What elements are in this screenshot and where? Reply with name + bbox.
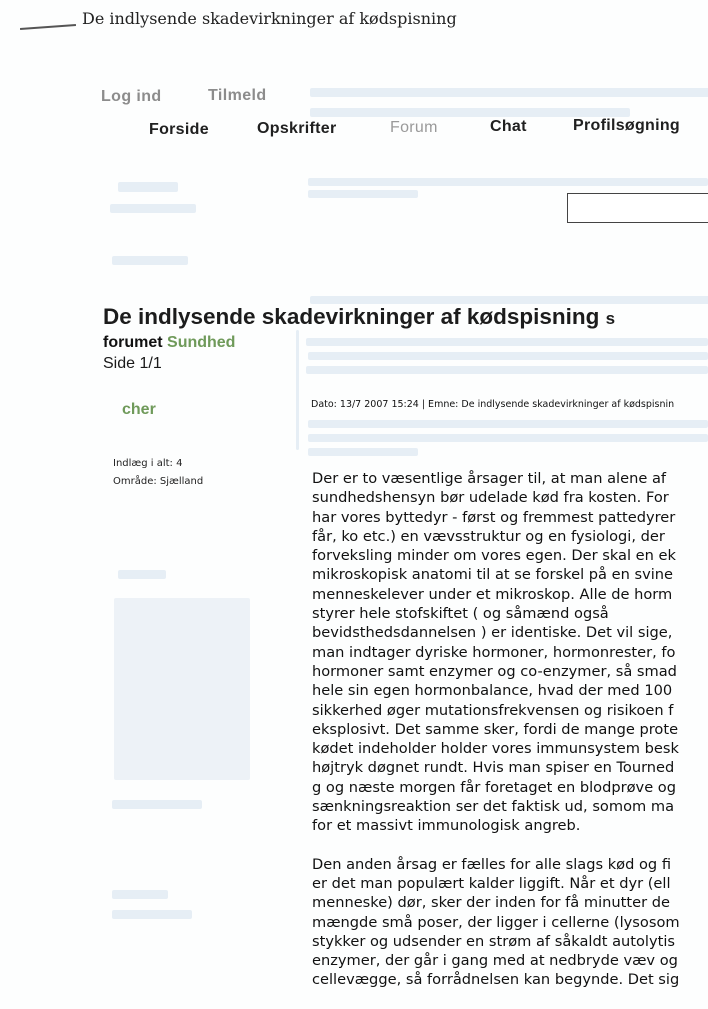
bleed-through-mark: [296, 330, 299, 450]
thread-title-text: De indlysende skadevirkninger af kødspisning: [103, 304, 600, 329]
bleed-through-mark: [118, 182, 178, 192]
bleed-through-mark: [308, 420, 708, 428]
bleed-through-mark: [118, 570, 166, 579]
thread-title-overflow: s: [605, 309, 616, 328]
post-paragraph: Der er to væsentlige årsager til, at man alene af sundhedshensyn bør udelade kød fra kosten. For har vores byttedyr - først og fremmest pattedyrer får, ko etc.) en vævsstruktur og en fysiologi, der forveksling minder om vores egen. Der skal en ek mikroskopisk anatomi til at se forskel på en svine menneskelever under et mikroskop. Alle de horm styrer hele stofskiftet ( og såmænd også bevidsthedsdannelsen ) er identiske. Det vil sige, man indtager dyriske hormoner, hormonrester, fo hormoner samt enzymer og co-enzymer, så smad hele sin egen hormonbalance, hvad der med 100 sikkerhed øger mutationsfrekvensen og risikoen f eksplosivt. Det samme sker, fordi de mange prote kødet indeholder holder vores immunsystem besk højtryk døgnet rundt. Hvis man spiser en Tourned g og næste morgen får foretaget en blodprøve og sænkningsreaktion ser det faktisk ud, somom ma for et massivt immunologisk angreb.: [312, 470, 679, 835]
bleed-through-mark: [306, 338, 708, 346]
author-post-count: Indlæg i alt: 4: [113, 458, 183, 469]
page-indicator: Side 1/1: [103, 355, 162, 372]
forum-prefix: forumet: [103, 334, 163, 351]
author-region: Område: Sjælland: [113, 476, 204, 487]
page-header-title: De indlysende skadevirkninger af kødspisning: [82, 9, 457, 28]
author-name[interactable]: cher: [122, 401, 156, 418]
bleed-through-mark: [114, 598, 250, 780]
login-link[interactable]: Log ind: [101, 88, 162, 105]
bleed-through-mark: [308, 178, 708, 186]
post-paragraph: Den anden årsag er fælles for alle slags kød og fi er det man populært kalder liggift. Når et dyr (ell menneske) dør, sker der inden for få minutter de mængde små poser, der ligger i cellerne (lysosom stykker og udsender en strøm af såkaldt autolytis enzymer, der går i gang med at nedbryde væv og cellevægge, så forrådnelsen kan begynde. Det sig: [312, 855, 680, 989]
bleed-through-mark: [110, 204, 196, 213]
bleed-through-mark: [308, 352, 708, 360]
thread-title: [103, 304, 615, 330]
header-rule: [20, 24, 76, 30]
nav-item-forside[interactable]: Forside: [149, 121, 209, 138]
forum-link-sundhed[interactable]: Sundhed: [167, 334, 236, 351]
signup-link[interactable]: Tilmeld: [208, 87, 267, 104]
bleed-through-mark: [310, 88, 708, 97]
bleed-through-mark: [112, 890, 168, 899]
bleed-through-mark: [310, 108, 630, 117]
bleed-through-mark: [112, 910, 192, 919]
post-body: [312, 469, 708, 1009]
bleed-through-mark: [308, 190, 418, 198]
search-input[interactable]: [567, 193, 708, 223]
nav-item-profilsogning[interactable]: Profilsøgning: [573, 117, 681, 134]
nav-item-chat[interactable]: Chat: [490, 118, 527, 135]
nav-item-forum[interactable]: Forum: [390, 119, 438, 136]
bleed-through-mark: [308, 434, 708, 442]
post-meta: Dato: 13/7 2007 15:24 | Emne: De indlysende skadevirkninger af kødspisnin: [311, 399, 675, 410]
forum-breadcrumb: [103, 334, 235, 352]
bleed-through-mark: [310, 296, 708, 304]
nav-item-opskrifter[interactable]: Opskrifter: [257, 120, 337, 137]
bleed-through-mark: [112, 800, 202, 809]
bleed-through-mark: [308, 448, 418, 456]
bleed-through-mark: [306, 366, 708, 374]
bleed-through-mark: [112, 256, 188, 265]
